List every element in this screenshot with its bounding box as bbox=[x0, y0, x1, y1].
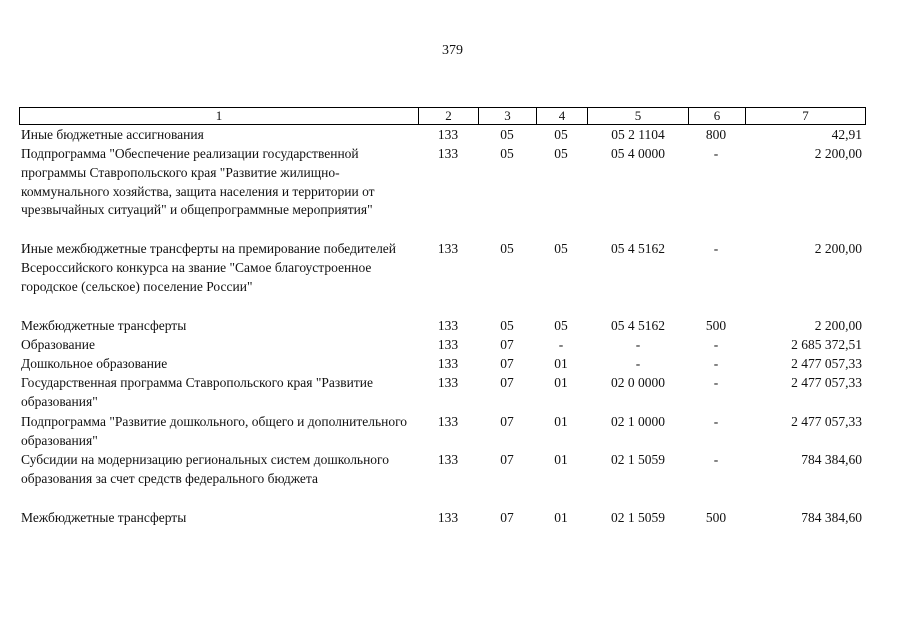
row-col-2: 133 bbox=[437, 375, 459, 390]
row-col-6: 500 bbox=[705, 318, 727, 333]
column-header-3: 3 bbox=[478, 107, 537, 125]
row-col-2: 133 bbox=[437, 337, 459, 352]
row-col-5: 05 4 5162 bbox=[611, 318, 665, 333]
row-name: Государственная программа Ставропольского края "Развитие образования" bbox=[21, 375, 373, 409]
row-col-5: 05 4 0000 bbox=[611, 146, 665, 161]
row-name: Подпрограмма "Обеспечение реализации государственной программы Ставропольского края "Развитие жилищно-коммунального хозяйства, защита населения и территории от чрезвычайных ситуаций" и общепрограммные мероприятия" bbox=[21, 146, 375, 218]
column-header-5: 5 bbox=[587, 107, 689, 125]
row-name: Субсидии на модернизацию региональных систем дошкольного образования за счет средств федерального бюджета bbox=[21, 452, 390, 486]
row-col-4: - bbox=[558, 337, 564, 352]
row-col-5: 02 1 5059 bbox=[611, 452, 665, 467]
row-col-3: 07 bbox=[500, 356, 514, 371]
row-col-6: - bbox=[713, 375, 719, 390]
row-col-2: 133 bbox=[437, 510, 459, 525]
row-col-5: 02 0 0000 bbox=[611, 375, 665, 390]
column-header-7: 7 bbox=[745, 107, 866, 125]
row-col-4: 01 bbox=[554, 510, 568, 525]
column-header-2: 2 bbox=[418, 107, 479, 125]
row-col-4: 01 bbox=[554, 414, 568, 429]
row-col-7: 2 200,00 bbox=[814, 241, 862, 256]
row-col-6: 800 bbox=[705, 127, 727, 142]
row-col-3: 05 bbox=[500, 127, 514, 142]
row-col-5: 05 4 5162 bbox=[611, 241, 665, 256]
row-name: Межбюджетные трансферты bbox=[21, 318, 187, 333]
row-col-3: 07 bbox=[500, 414, 514, 429]
row-col-2: 133 bbox=[437, 318, 459, 333]
row-col-2: 133 bbox=[437, 241, 459, 256]
row-col-7: 784 384,60 bbox=[801, 510, 862, 525]
row-col-2: 133 bbox=[437, 146, 459, 161]
row-col-7: 2 200,00 bbox=[814, 146, 862, 161]
row-col-5: 05 2 1104 bbox=[611, 127, 665, 142]
row-col-3: 07 bbox=[500, 510, 514, 525]
row-col-6: - bbox=[713, 146, 719, 161]
row-col-6: - bbox=[713, 414, 719, 429]
row-col-5: - bbox=[635, 337, 641, 352]
row-name: Иные межбюджетные трансферты на премирование победителей Всероссийского конкурса на звание "Самое благоустроенное городское (сельское) поселение России" bbox=[21, 241, 397, 294]
row-col-4: 05 bbox=[554, 318, 568, 333]
row-col-4: 01 bbox=[554, 375, 568, 390]
row-col-3: 07 bbox=[500, 337, 514, 352]
row-col-5: 02 1 5059 bbox=[611, 510, 665, 525]
row-col-4: 01 bbox=[554, 452, 568, 467]
row-col-2: 133 bbox=[437, 414, 459, 429]
row-col-3: 07 bbox=[500, 452, 514, 467]
row-col-7: 2 477 057,33 bbox=[791, 375, 862, 390]
row-col-6: - bbox=[713, 452, 719, 467]
row-col-5: 02 1 0000 bbox=[611, 414, 665, 429]
row-col-7: 2 685 372,51 bbox=[791, 337, 862, 352]
row-col-2: 133 bbox=[437, 127, 459, 142]
row-col-7: 2 200,00 bbox=[814, 318, 862, 333]
row-col-7: 784 384,60 bbox=[801, 452, 862, 467]
column-header-4: 4 bbox=[536, 107, 588, 125]
row-name: Межбюджетные трансферты bbox=[21, 510, 187, 525]
row-col-4: 05 bbox=[554, 241, 568, 256]
row-col-3: 05 bbox=[500, 318, 514, 333]
page-number: 379 bbox=[442, 43, 463, 58]
row-name: Образование bbox=[21, 337, 95, 352]
row-col-7: 2 477 057,33 bbox=[791, 356, 862, 371]
row-col-6: - bbox=[713, 356, 719, 371]
row-col-4: 05 bbox=[554, 146, 568, 161]
row-name: Иные бюджетные ассигнования bbox=[21, 127, 204, 142]
row-col-3: 07 bbox=[500, 375, 514, 390]
row-col-6: - bbox=[713, 337, 719, 352]
row-col-7: 42,91 bbox=[831, 127, 862, 142]
row-col-4: 05 bbox=[554, 127, 568, 142]
row-name: Дошкольное образование bbox=[21, 356, 168, 371]
row-col-4: 01 bbox=[554, 356, 568, 371]
row-name: Подпрограмма "Развитие дошкольного, общего и дополнительного образования" bbox=[21, 414, 408, 448]
column-header-1: 1 bbox=[19, 107, 419, 125]
row-col-3: 05 bbox=[500, 241, 514, 256]
column-header-6: 6 bbox=[688, 107, 746, 125]
row-col-2: 133 bbox=[437, 356, 459, 371]
row-col-5: - bbox=[635, 356, 641, 371]
row-col-6: - bbox=[713, 241, 719, 256]
row-col-7: 2 477 057,33 bbox=[791, 414, 862, 429]
row-col-6: 500 bbox=[705, 510, 727, 525]
row-col-3: 05 bbox=[500, 146, 514, 161]
row-col-2: 133 bbox=[437, 452, 459, 467]
